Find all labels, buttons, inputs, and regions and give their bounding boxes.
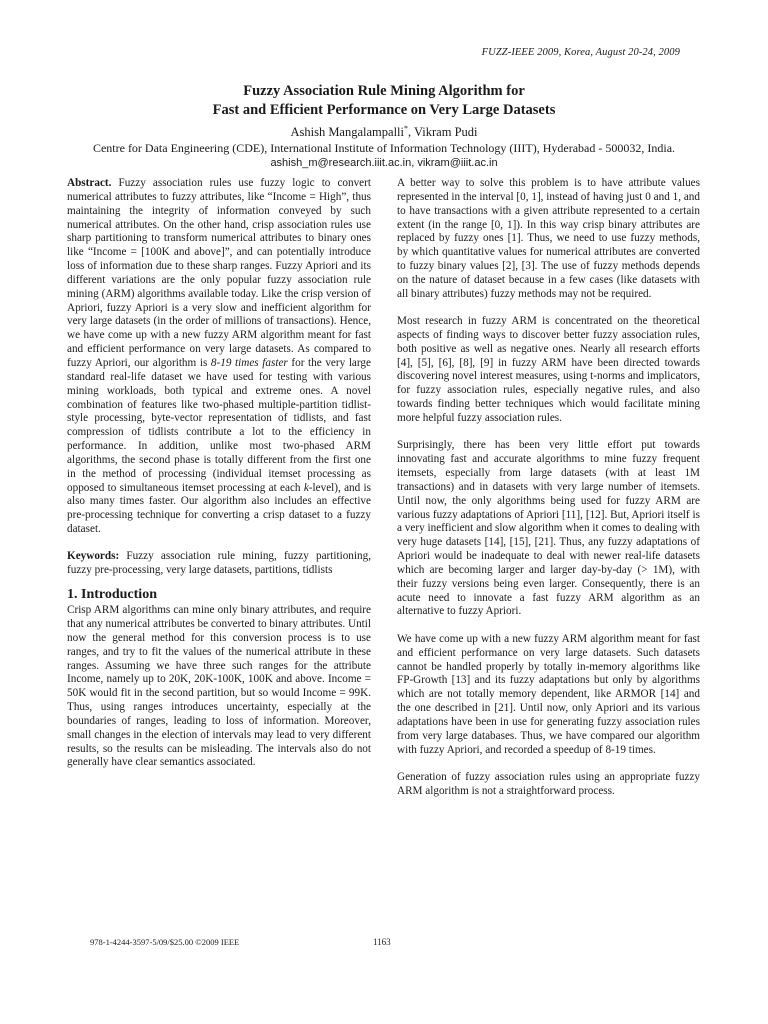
right-column [397,177,700,812]
intro-paragraph-4: Surprisingly, there has been very little effort put towards innovating fast and accurate algorithms to mine fuzzy frequent itemsets, especially from large datasets (with at least 1M transactions) and in datasets with very large number of itemsets. Until now, the only algorithms being used for fuzzy ARM are various fuzzy adaptations of Apriori [11], [12]. But, Apriori itself is a very inefficient and slow algorithm when it comes to dealing with very huge datasets [14], [15], [21]. Thus, any fuzzy adaptations of Apriori would be inadequate to deal with newer real-life datasets which are becoming larger and larger day-by-day (> 1M), with their fuzzy versions being even larger. Consequently, there is an acute need to innovate a fast fuzzy ARM algorithm as an alternative to fuzzy Apriori. [397,439,700,618]
affiliation: Centre for Data Engineering (CDE), International Institute of Information Technology (IIIT), Hyderabad - 500032, India. [92,141,676,156]
intro-paragraph-6: Generation of fuzzy association rules using an appropriate fuzzy ARM algorithm is not a straightforward process. [397,770,700,797]
abstract-text-2: for the very large standard real-life dataset we have used for testing with various mining workloads, both typical and extreme ones. A novel combination of features like two-phased multiple-partition tidlist-style processing, byte-vector representation of tidlists, and fast compression of tidlists contribute a lot to the efficiency in performance. In addition, unlike most two-phased ARM algorithms, the second phase is totally different from the first one in the method of processing (individual itemset processing as opposed to simultaneous itemset processing at each [67,356,371,494]
abstract-text-3: -level), and is also many times faster. Our algorithm also includes an effective pre-processing technique for converting a crisp dataset to a fuzzy dataset. [67,481,371,536]
paper-title-line-1: Fuzzy Association Rule Mining Algorithm for [243,83,525,99]
abstract-label: Abstract. [67,177,112,189]
intro-paragraph-5: We have come up with a new fuzzy ARM algorithm meant for fast and efficient performance on very large datasets. Such datasets cannot be handled properly by totally in-memory algorithms like FP-Growth [13] and its fuzzy adaptations but only by algorithms which are not totally memory dependent, like ARMOR [14] and the one described in [21]. Until now, only Apriori and its various adaptations have been in use for generating fuzzy association rules from very large databases. Thus, we have compared our algorithm with fuzzy Apriori, and recorded a speedup of 8-19 times. [397,632,700,756]
paper-title-line-2: Fast and Efficient Performance on Very Large Datasets [212,102,556,118]
corresponding-author-mark: * [404,124,408,133]
author-1: Ashish Mangalampalli [290,125,404,140]
author-2: , Vikram Pudi [408,125,478,140]
abstract-text-1: Fuzzy association rules use fuzzy logic to convert numerical attributes to fuzzy attributes, like “Income = High”, thus maintaining the integrity of information conveyed by such numerical attributes. On the other hand, crisp association rules use sharp partitioning to transform numerical attributes to binary ones like “Income = [100K and above]”, and can potentially introduce loss of information due to these sharp ranges. Fuzzy Apriori and its different variations are the only popular fuzzy association rule mining (ARM) algorithms available today. Like the crisp version of Apriori, fuzzy Apriori is a very slow and inefficient algorithm for very large datasets (in the order of millions of transactions). Hence, we have come up with a new fuzzy ARM algorithm meant for fast and efficient performance on very large datasets. As compared to fuzzy Apriori, our algorithm is [67,177,371,369]
left-column [67,177,371,784]
section-heading-introduction: 1. Introduction [67,587,157,603]
intro-paragraph-2: A better way to solve this problem is to have attribute values represented in the interval [0, 1], instead of having just 0 and 1, and to have transactions with a given attribute represented to a certain extent (in the range [0, 1]). In this way crisp binary attributes are replaced by fuzzy ones [1]. Thus, we need to use fuzzy methods, by which quantitative values for numerical attributes are converted to fuzzy binary values [2], [3]. The use of fuzzy methods depends on the nature of dataset because in a few cases (like datasets with all binary attributes) fuzzy methods may not be required. [397,177,700,300]
intro-paragraph-3: Most research in fuzzy ARM is concentrated on the theoretical aspects of finding ways to discover better fuzzy association rules, both positive as well as negative ones. Nearly all research efforts [4], [5], [6], [8], [9] in fuzzy ARM have been directed towards discovering novel interest measures, using t-norms and implicators, for fuzzy association rules, especially negative rules, and also towards finding better techniques which would facilitate mining more helpful fuzzy association rules. [397,315,700,424]
author-emails: ashish_m@research.iiit.ac.in, vikram@iiit.ac.in [270,157,498,170]
intro-paragraph-1: Crisp ARM algorithms can mine only binary attributes, and require that any numerical attributes be converted to binary attributes. Until now the general method for this conversion process is to use ranges, and try to fit the values of the numerical attribute in these ranges. Assuming we have three such ranges for the attribute Income, namely up to 20K, 20K-100K, 100K and above. Income = 50K would fit in the second partition, but so would Income = 99K. Thus, using ranges introduces uncertainty, especially at the boundaries of ranges, leading to loss of information. Moreover, small changes in the election of intervals may lead to very different results, so the results can be misleading. The intervals also do not generally have clear semantics associated. [67,604,371,769]
conference-header: FUZZ-IEEE 2009, Korea, August 20-24, 2009 [481,47,680,58]
abstract-emphasis-k: k [303,481,309,494]
page-number: 1163 [373,937,391,947]
keywords-text: Fuzzy association rule mining, fuzzy partitioning, fuzzy pre-processing, very large datasets, partitions, tidlists [67,550,371,577]
footer-copyright: 978-1-4244-3597-5/09/$25.00 ©2009 IEEE [90,937,240,947]
abstract [67,177,371,537]
keywords-label: Keywords: [67,550,120,563]
authors [0,121,768,140]
abstract-emphasis: 8-19 times faster [210,356,288,369]
keywords [67,550,371,578]
title-block [0,82,768,171]
